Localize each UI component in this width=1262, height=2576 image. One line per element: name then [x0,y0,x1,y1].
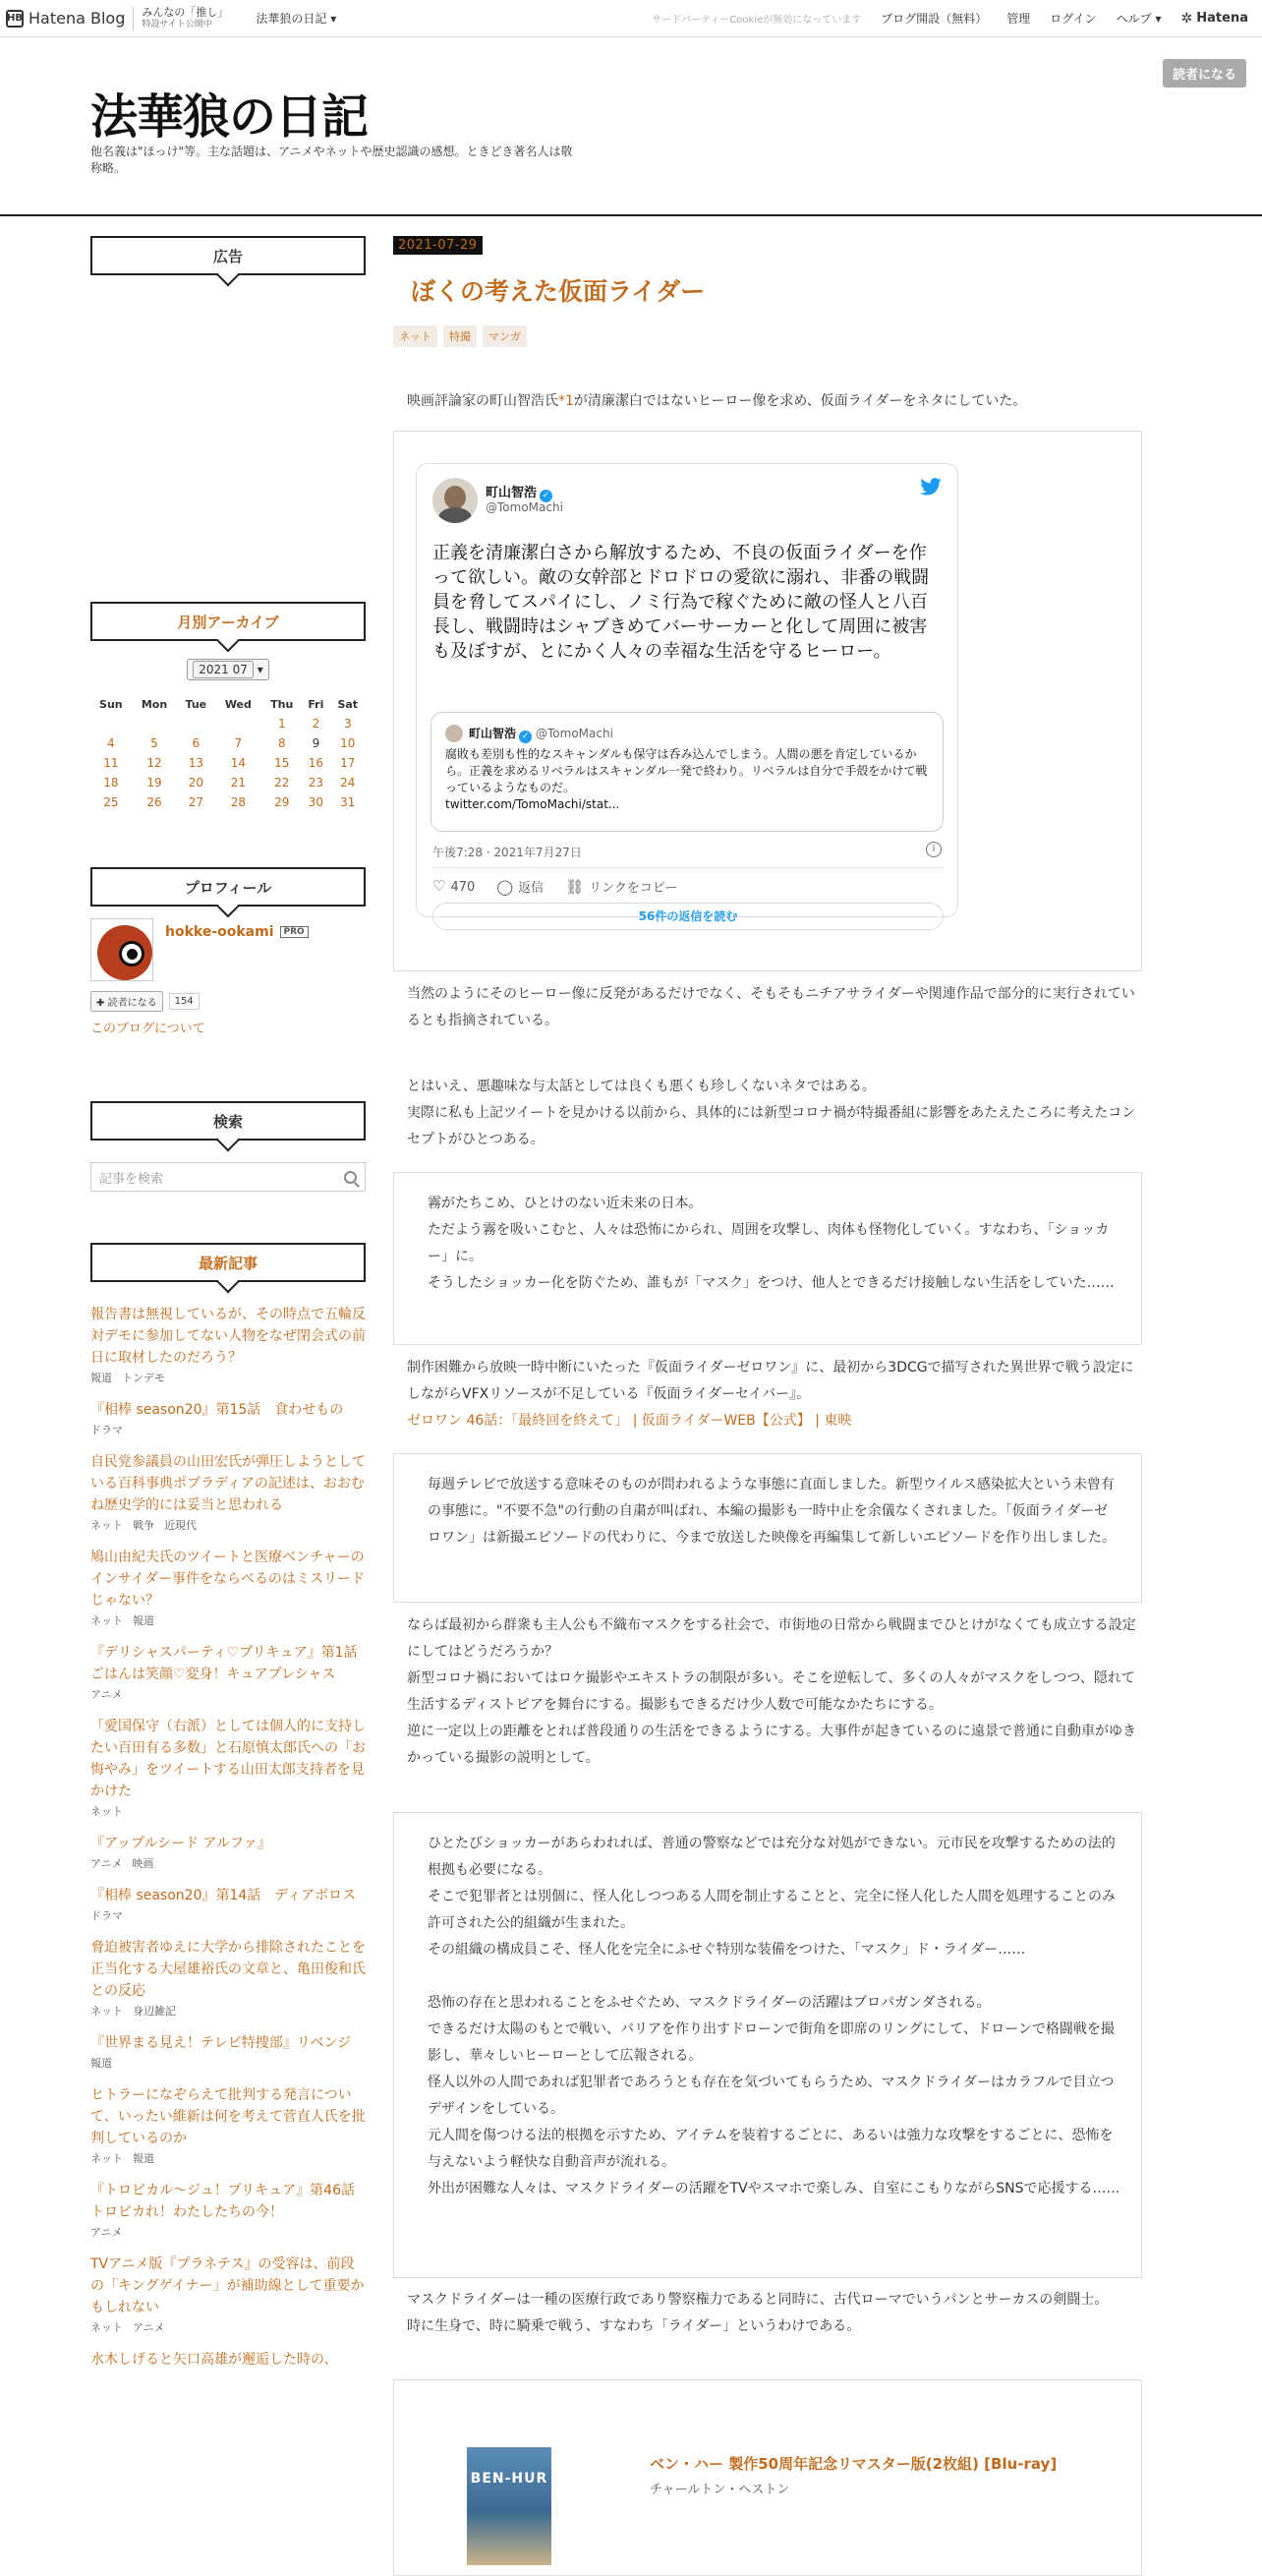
hatena-star-icon: ✲ [1180,10,1193,27]
category-tag[interactable]: 近現代 [164,1519,197,1532]
recent-article [90,1451,366,1533]
footnote-link[interactable]: *1 [558,393,574,409]
plus-icon: ✚ [96,998,105,1009]
blog-title[interactable]: 法華狼の日記 [90,89,369,145]
hatena-blog-icon: HB [6,10,24,28]
profile-name[interactable]: hokke-ookami PRO [165,924,309,940]
quote-text: 腐敗も差別も性的なスキャンダルも保守は呑み込んでしまう。人間の悪を肯定しているから。正義を求めるリベラルはスキャンダル一発で終わり。リベラルは自分で手殻をかけて戦っているようなものだ。 twitter.com/TomoMachi/stat... [445,747,928,811]
category-tag[interactable]: ネット [90,1614,123,1627]
calendar-day[interactable]: 25 [103,795,119,809]
category-tag[interactable]: ネット [393,325,437,347]
diary-menu[interactable]: 法華狼の日記 ▾ [256,12,337,26]
category-tag[interactable]: アニメ [90,1857,123,1870]
category-tag[interactable]: ネット [90,2152,123,2165]
header-links [652,10,1248,27]
category-tag[interactable]: 報道 [90,1372,112,1384]
calendar-weekday: Wed [224,697,252,711]
profile-subscribe-button[interactable]: ✚ 読者になる [90,991,163,1012]
verified-icon: ✓ [519,731,532,743]
recent-article-title[interactable]: ヒトラーになぞらえて批判する発言について、いったい維新は何を考えて菅直人氏を批判しているのか [90,2087,366,2146]
recent-article-title[interactable]: 『デリシャスパーティ♡プリキュア』第1話 ごはんは笑顔♡変身！キュアプレシャス [90,1645,372,1682]
recent-article-title[interactable]: 『世界まる見え！テレビ特捜部』リベンジ [90,2035,352,2051]
entry-categories [393,325,1142,347]
recent-article-title[interactable]: 『相棒 season20』第15話 食わせもの [90,1402,344,1418]
tweet-embed-frame [393,431,1142,971]
search-module [90,1101,366,1192]
recent-article-title[interactable]: 水木しげると矢口高雄が邂逅した時の、 [90,2352,338,2368]
like-button[interactable]: ♡ 470 [432,877,476,895]
login-link[interactable]: ログイン [1050,12,1097,26]
entry-title[interactable]: ぼくの考えた仮面ライダー [411,277,706,306]
calendar-day[interactable]: 30 [308,795,324,809]
calendar-day[interactable]: 15 [274,756,290,770]
help-menu[interactable]: ヘルプ ▾ [1116,12,1162,26]
archive-select[interactable]: 2021 07 ▾ [90,659,366,680]
info-icon[interactable]: i [926,842,942,857]
calendar-day[interactable]: 22 [274,776,290,790]
quote-link[interactable]: twitter.com/TomoMachi/stat... [445,797,620,811]
quote-author: 町山智浩 ✓ @TomoMachi [469,727,613,741]
twitter-bird-icon[interactable] [920,478,942,496]
caret-down-icon: ▾ [330,12,337,26]
recent-article [90,2084,366,2166]
calendar-weekday: Tue [185,697,207,711]
category-tag[interactable]: 報道 [133,2152,154,2165]
recent-list [90,1304,372,2371]
category-tag[interactable]: マンガ [483,325,527,347]
category-tag[interactable]: 戦争 [133,1519,154,1532]
tweet-text: 正義を清廉潔白さから解放するため、不良の仮面ライダーを作って欲しい。敵の女幹部とドロドロの愛欲に溺れ、非番の戦闘員を脅してスパイにし、ノミ行為で稼ぐために敵の怪人と八百長し、戦闘時はシャブきめてバーサーカーと化して周囲に被害も及ぼすが、とにかく人々の幸福な生活を守るヒーロー。 [432,543,930,662]
profile-title: プロフィール [90,867,366,907]
paragraph: マスクドライダーは一種の医療行政であり警察権力であると同時に、古代ローマでいうパンとサーカスの剣闘士。 時に生身で、時に騎乗で戦う、すなわち「ライダー」というわけである。 [407,2292,1109,2334]
calendar-day[interactable]: 26 [146,795,162,809]
recent-article-title[interactable]: 鳩山由紀夫氏のツイートと医療ベンチャーのインサイダー事件をならべるのはミスリードじゃない？ [90,1550,366,1609]
recent-article [90,1547,366,1628]
ad-module [90,236,366,275]
cookie-notice[interactable]: サードパーティーCookieが無効になっています [652,15,862,26]
recent-article [90,2180,369,2240]
heart-icon: ♡ [432,877,446,895]
calendar-day[interactable]: 16 [308,756,324,770]
calendar-day: 9 [312,736,320,750]
category-tag[interactable]: 身辺雑記 [133,2005,176,2018]
recent-article-title[interactable]: 報告書は無視しているが、その時点で五輪反対デモに参加してない人物をなぜ閉会式の前日に取材したのだろう？ [90,1307,366,1366]
recent-article-tags [90,1370,366,1385]
calendar-day[interactable]: 14 [230,756,246,770]
blog-header [0,37,1262,216]
paragraph: ならば最初から群衆も主人公も不織布マスクをする社会で、市街地の日常から戦闘までひとけがなくても成立する設定にしてはどうだろうか？ 新型コロナ禍においてはロケ撮影やエキストラの制限が多い。そこを逆転して、多くの人々がマスクをしつつ、隠れて生活するディストピアを舞台にする。撮影もできるだけ少人数で可能なかたちにする。 逆に一定以上の距離をとれば普段通りの生活をできるようにする。大事件が起きているのに遠景で普通に自動車がゆきかっている撮影の説明として。 [407,1617,1136,1766]
recent-article [90,1833,366,1871]
recent-article-title[interactable]: 「愛国保守（右派）としては個人的に支持したい百田有る多数」と石原慎太郎氏への「お悔やみ」をツイートする山田太郎支持者を見かけた [90,1719,366,1799]
calendar-day[interactable]: 13 [188,756,203,770]
product-title[interactable]: ベン・ハー 製作50周年記念リマスター版(2枚組) [Blu-ray] [650,2455,1058,2473]
entry [393,236,1142,2497]
divider [432,867,944,868]
about-link[interactable]: このブログについて [90,1022,205,1036]
calendar-day[interactable]: 24 [340,776,356,790]
recent-article [90,2032,366,2071]
paragraph: 当然のようにそのヒーロー像に反発があるだけでなく、そもそもニチアサライダーや関連作品で部分的に実行されているとも指摘されている。 [407,986,1135,1028]
calendar-day [214,714,261,733]
calendar-day[interactable]: 4 [107,736,115,750]
embedded-tweet[interactable] [416,463,958,923]
recent-article-tags [90,1803,366,1819]
tweet-handle[interactable]: @TomoMachi [486,500,563,514]
category-tag[interactable]: トンデモ [122,1372,165,1384]
recent-article-tags [90,1612,366,1628]
calendar-weekday: Mon [141,697,168,711]
calendar-day [90,714,132,733]
calendar-day [177,714,214,733]
global-header [0,0,1262,37]
blockquote: ひとたびショッカーがあらわれれば、普通の警察などでは充分な対処ができない。元市民を攻撃するための法的根拠も必要になる。 そこで犯罪者とは別個に、怪人化しつつある人間を制止することと、完全に怪人化した人間を処理することのみ許可された公的組織が生まれた。 その組織の構成員こそ、怪人化を完全にふせぐ特別な装備をつけた、「マスク」ド・ライダー…… 恐怖の存在と思われることをふせぐため、マスクドライダーの活躍はプロパガンダされる。 できるだけ太陽のもとで戦い、バリアを作り出すドローンで街角を即席のリングにして、ドローンで格闘戦を撮影し、華々しいヒーローとして広報される。 怪人以外の人間であれば犯罪者であろうとも存在を気づいてもらうため、マスクドライダーはカラフルで目立つデザインをしている。 元人間を傷つける法的根拠を示すため、アイテムを装着するごとに、あるいは強力な攻撃をするごとに、恐怖を与えないよう軽快な自動音声が流れる。 外出が困難な人々は、マスクドライダーの活躍をTVやスマホで楽しみ、自室にこもりながらSNSで応援する…… [393,1812,1142,2278]
blockquote: 霧がたちこめ、ひとけのない近未来の日本。 ただよう霧を吸いこむと、人々は恐怖にかられ、周囲を攻撃し、肉体も怪物化していく。すなわち、「ショッカー」に。 そうしたショッカー化を防ぐため、誰もが「マスク」をつけ、他人とできるだけ接触しない生活をしていた…… [393,1172,1142,1345]
admin-link[interactable]: 管理 [1006,12,1031,26]
calendar-day[interactable]: 3 [343,717,352,731]
calendar-day[interactable]: 28 [230,795,246,809]
tweet-author-name[interactable]: 町山智浩 ✓ [486,482,552,502]
calendar-day[interactable]: 31 [340,795,356,809]
recent-article [90,2349,366,2371]
recent-article-tags [90,2150,366,2166]
search-input[interactable]: 記事を検索 [90,1162,366,1192]
link-icon: ⛓ [565,878,585,896]
category-tag[interactable]: アニメ [90,2226,123,2239]
category-tag[interactable]: 報道 [133,1614,154,1627]
divider [133,7,134,30]
product-embed [393,2379,1142,2576]
recent-article-title[interactable]: 『相棒 season20』第14話 ディアボロス [90,1888,357,1903]
category-tag[interactable]: ネット [90,2321,123,2334]
recent-article [90,1937,366,2019]
calendar-day[interactable]: 5 [150,736,158,750]
recent-article-tags [90,1686,366,1702]
category-tag[interactable]: ドラマ [90,1909,123,1922]
recent-article-tags [90,2055,366,2071]
calendar-day[interactable]: 17 [340,756,356,770]
ad-title: 広告 [90,236,366,275]
product-author: チャールトン・ヘストン [650,2483,790,2497]
recent-article-tags [90,1907,366,1923]
calendar-day[interactable]: 27 [188,795,203,809]
recent-article-title[interactable]: 『トロピカル～ジュ！プリキュア』第46話 トロピカれ！わたしたちの今！ [90,2183,369,2220]
recent-article-tags [90,1422,366,1437]
calendar-day[interactable]: 2 [312,717,320,731]
entry-date[interactable]: 2021-07-29 [393,236,483,255]
create-blog-link[interactable]: ブログ開設（無料） [881,12,988,26]
category-tag[interactable]: ネット [90,1519,123,1532]
calendar-day [132,714,178,733]
recent-article-tags [90,1517,366,1533]
recent-article [90,1716,366,1819]
calendar-day[interactable]: 10 [340,736,356,750]
caret-down-icon: ▾ [1155,12,1162,26]
tweet-avatar[interactable] [432,478,478,523]
product-image[interactable]: BEN-HUR [467,2447,551,2565]
category-tag[interactable]: ネット [90,1805,123,1818]
calendar-day[interactable]: 11 [103,756,119,770]
calendar-day[interactable]: 18 [103,776,119,790]
calendar-day[interactable]: 19 [146,776,162,790]
quote-avatar [445,725,463,742]
calendar [90,694,366,812]
calendar-day[interactable]: 1 [277,717,286,731]
archive-title: 月別アーカイブ [90,602,366,641]
calendar-day[interactable]: 8 [277,736,286,750]
profile-module [90,867,366,1036]
category-tag[interactable]: 映画 [132,1857,154,1870]
recent-article-tags [90,2224,366,2240]
external-link[interactable]: ゼロワン 46話：「最終回を終えて」 | 仮面ライダーWEB【公式】 | 東映 [407,1413,852,1429]
recent-article-tags [90,2003,366,2019]
calendar-weekday: Thu [270,697,294,711]
tweet-timestamp[interactable]: 午後7:28 · 2021年7月27日 [432,846,582,859]
calendar-day[interactable]: 29 [274,795,290,809]
category-tag[interactable]: 報道 [90,2057,112,2070]
recent-article [90,1642,372,1702]
category-tag[interactable]: 特撮 [443,325,477,347]
recent-article [90,2254,366,2335]
recent-article-tags [90,1855,366,1871]
reply-icon: ◯ [496,878,514,896]
subscribe-button[interactable]: 読者になる [1163,59,1246,88]
calendar-weekday: Sun [99,697,123,711]
pro-badge: PRO [280,926,309,938]
blog-description: 他名義は"ほっけ"等。主な話題は、アニメやネットや歴史認識の感想。ときどき著名人は敬称略。 [90,145,573,175]
search-title: 検索 [90,1101,366,1141]
hatena-link[interactable]: ✲ Hatena [1180,10,1248,27]
blockquote: 毎週テレビで放送する意味そのものが問われるような事態に直面しました。新型ウイルス感染拡大という未曾有の事態に。"不要不急"の行動の自粛が叫ばれ、本編の撮影も一時中止を余儀なくされました。「仮面ライダーゼロワン」は新撮エピソードの代わりに、今まで放送した映像を再編集して新しいエピソードを作り出しました。 [393,1453,1142,1603]
paragraph: 制作困難から放映一時中断にいたった『仮面ライダーゼロワン』に、最初から3DCGで描写された異世界で戦う設定にしながらVFXリソースが不足している『仮面ライダーセイバー』。 ゼロワン 46話：「最終回を終えて」 | 仮面ライダーWEB【公式】 | 東映 [407,1360,1134,1429]
category-tag[interactable]: アニメ [90,1688,123,1701]
calendar-day[interactable]: 23 [308,776,324,790]
copy-link-button[interactable]: ⛓ リンクをコピー [565,878,678,896]
promo-link[interactable]: みんなの「推し」 特設サイト公開中 [142,5,229,29]
search-icon[interactable] [344,1171,357,1184]
recent-article-title[interactable]: 脅迫被害者ゆえに大学から排除されたことを正当化する大屋雄裕氏の文章と、亀田俊和氏との反応 [90,1940,366,1999]
quoted-tweet[interactable] [430,712,944,832]
read-replies-button[interactable]: 56件の返信を読む [432,903,944,930]
recent-article-title[interactable]: 『アップルシード アルファ』 [90,1836,271,1851]
paragraph: とはいえ、悪趣味な与太話としては良くも悪くも珍しくないネタではある。 実際に私も上記ツイートを見かける以前から、具体的には新型コロナ禍が特撮番組に影響をあたえたころに考えたコンセプトがひとつある。 [407,1079,1136,1147]
recent-article-tags [90,2319,366,2335]
verified-icon: ✓ [540,490,552,502]
calendar-day[interactable]: 7 [234,736,243,750]
calendar-weekday: Sat [337,697,359,711]
recent-article-title[interactable]: 自民党参議員の山田宏氏が弾圧しようとしている百科事典ポプラディアの記述は、おおむね歴史学的には妥当と思われる [90,1454,366,1513]
category-tag[interactable]: ドラマ [90,1424,123,1436]
reply-button[interactable]: ◯ 返信 [496,878,545,896]
calendar-day[interactable]: 6 [192,736,201,750]
avatar[interactable] [90,918,153,981]
tweet-actions [432,877,677,896]
hatena-blog-logo[interactable]: HB Hatena Blog [7,9,126,28]
recent-title: 最新記事 [90,1243,366,1282]
calendar-weekday: Fri [308,697,324,711]
calendar-day[interactable]: 20 [188,776,203,790]
recent-article [90,1399,366,1437]
category-tag[interactable]: アニメ [133,2321,165,2334]
subscriber-count[interactable]: 154 [169,993,200,1010]
recent-article [90,1304,366,1385]
calendar-day[interactable]: 21 [230,776,246,790]
recent-module [90,1243,372,2384]
recent-article [90,1885,366,1923]
recent-article-title[interactable]: TVアニメ版『プラネテス』の受容は、前段の「キングゲイナー」が補助線として重要かもしれない [90,2256,365,2315]
calendar-day[interactable]: 12 [146,756,162,770]
category-tag[interactable]: ネット [90,2005,123,2018]
archive-module [90,602,366,812]
paragraph: 映画評論家の町山智浩氏*1が清廉潔白ではないヒーロー像を求め、仮面ライダーをネタにしていた。 [407,393,1027,409]
